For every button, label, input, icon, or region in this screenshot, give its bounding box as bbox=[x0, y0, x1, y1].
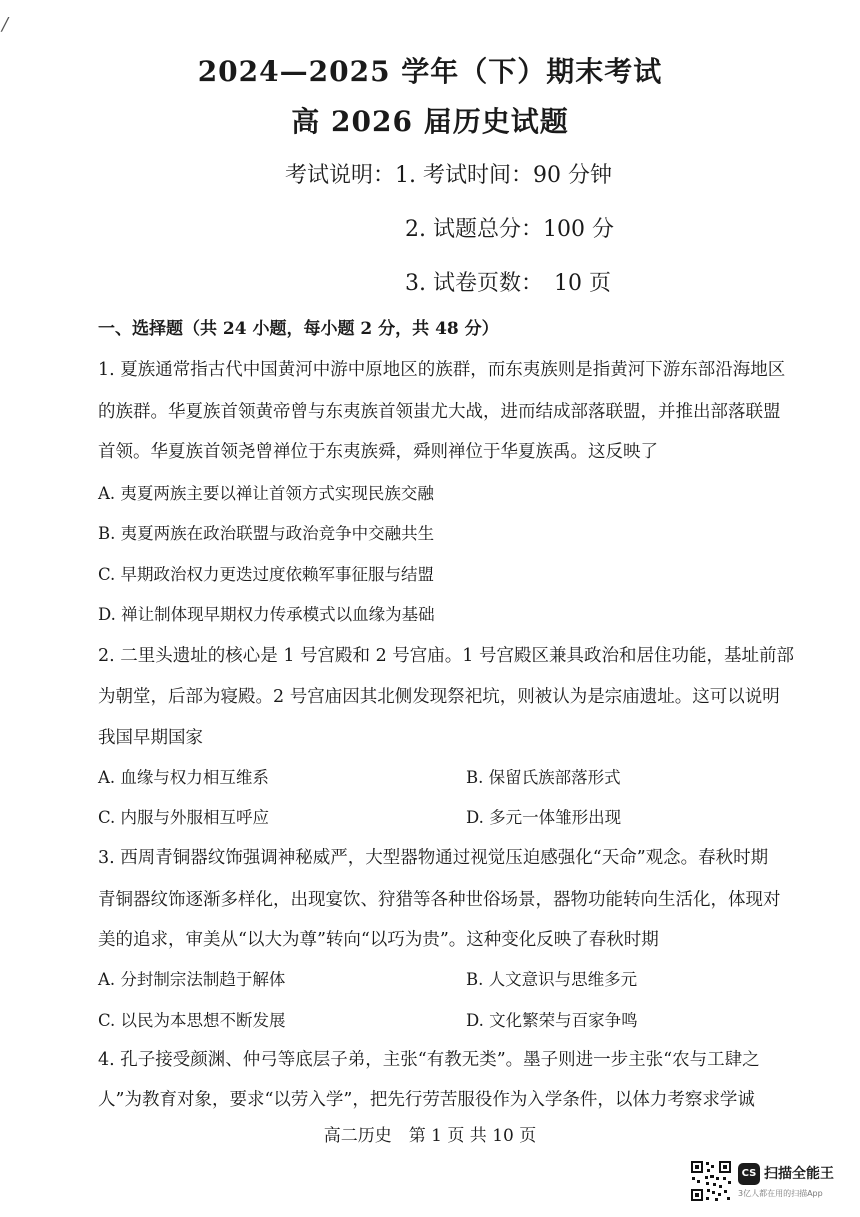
scanner-badge bbox=[690, 1160, 850, 1204]
question-4-line-1: 4. 孔子接受颜渊、仲弓等底层子弟，主张“有教无类”。墨子则进一步主张“农与工肆之 bbox=[98, 1050, 760, 1070]
question-3-option-a: A. 分封制宗法制趋于解体 bbox=[98, 970, 286, 989]
question-2-line-3: 我国早期国家 bbox=[98, 728, 203, 748]
question-3-line-3: 美的追求，审美从“以大为尊”转向“以巧为贵”。这种变化反映了春秋时期 bbox=[98, 930, 659, 950]
question-3-option-b: B. 人文意识与思维多元 bbox=[466, 970, 638, 989]
question-2-option-a: A. 血缘与权力相互维系 bbox=[98, 768, 269, 787]
exam-subtitle: 高 2026 届历史试题 bbox=[291, 105, 569, 138]
page-footer: 高二历史 第 1 页 共 10 页 bbox=[323, 1126, 537, 1146]
cs-logo-icon: CS bbox=[738, 1163, 760, 1185]
question-1-line-1: 1. 夏族通常指古代中国黄河中游中原地区的族群，而东夷族则是指黄河下游东部沿海地区 bbox=[98, 360, 786, 380]
question-1-line-3: 首领。华夏族首领尧曾禅位于东夷族舜，舜则禅位于华夏族禹。这反映了 bbox=[98, 442, 658, 462]
scanner-slogan: 3亿人都在用的扫描App bbox=[738, 1189, 823, 1198]
question-2-option-c: C. 内服与外服相互呼应 bbox=[98, 808, 270, 827]
scanner-app-name: 扫描全能王 bbox=[764, 1166, 834, 1182]
question-2-line-2: 为朝堂，后部为寝殿。2 号宫庙因其北侧发现祭祀坑，则被认为是宗庙遗址。这可以说明 bbox=[98, 687, 780, 707]
question-1-option-c: C. 早期政治权力更迭过度依赖军事征服与结盟 bbox=[98, 565, 435, 584]
question-2-line-1: 2. 二里头遗址的核心是 1 号宫殿和 2 号宫庙。1 号宫殿区兼具政治和居住功能，基址前部 bbox=[98, 646, 794, 666]
question-2-option-d: D. 多元一体雏形出现 bbox=[466, 808, 622, 827]
question-4-line-2: 人”为教育对象，要求“以劳入学”，把先行劳苦服役作为入学条件，以体力考察求学诚 bbox=[98, 1090, 755, 1110]
question-1-option-a: A. 夷夏两族主要以禅让首领方式实现民族交融 bbox=[98, 484, 434, 503]
exam-note-pages: 3. 试卷页数： 10 页 bbox=[405, 271, 611, 296]
corner-pen-mark: / bbox=[2, 14, 9, 35]
exam-notes-label: 考试说明： bbox=[285, 163, 396, 188]
qr-code-icon bbox=[690, 1160, 732, 1202]
question-3-option-d: D. 文化繁荣与百家争鸣 bbox=[466, 1011, 638, 1030]
question-1-line-2: 的族群。华夏族首领黄帝曾与东夷族首领蚩尤大战，进而结成部落联盟，并推出部落联盟 bbox=[98, 402, 781, 422]
question-3-line-2: 青铜器纹饰逐渐多样化，出现宴饮、狩猎等各种世俗场景，器物功能转向生活化，体现对 bbox=[98, 890, 781, 910]
question-2-option-b: B. 保留氏族部落形式 bbox=[466, 768, 621, 787]
question-1-option-d: D. 禅让制体现早期权力传承模式以血缘为基础 bbox=[98, 605, 435, 624]
section-title: 一、选择题（共 24 小题，每小题 2 分，共 48 分） bbox=[98, 319, 499, 339]
question-3-line-1: 3. 西周青铜器纹饰强调神秘威严，大型器物通过视觉压迫感强化“天命”观念。春秋时期 bbox=[98, 848, 769, 868]
exam-title: 2024—2025 学年（下）期末考试 bbox=[197, 55, 663, 88]
question-1-option-b: B. 夷夏两族在政治联盟与政治竞争中交融共生 bbox=[98, 524, 435, 543]
question-3-option-c: C. 以民为本思想不断发展 bbox=[98, 1011, 286, 1030]
exam-note-score: 2. 试题总分：100 分 bbox=[405, 217, 614, 242]
exam-note-time: 1. 考试时间：90 分钟 bbox=[395, 163, 612, 188]
